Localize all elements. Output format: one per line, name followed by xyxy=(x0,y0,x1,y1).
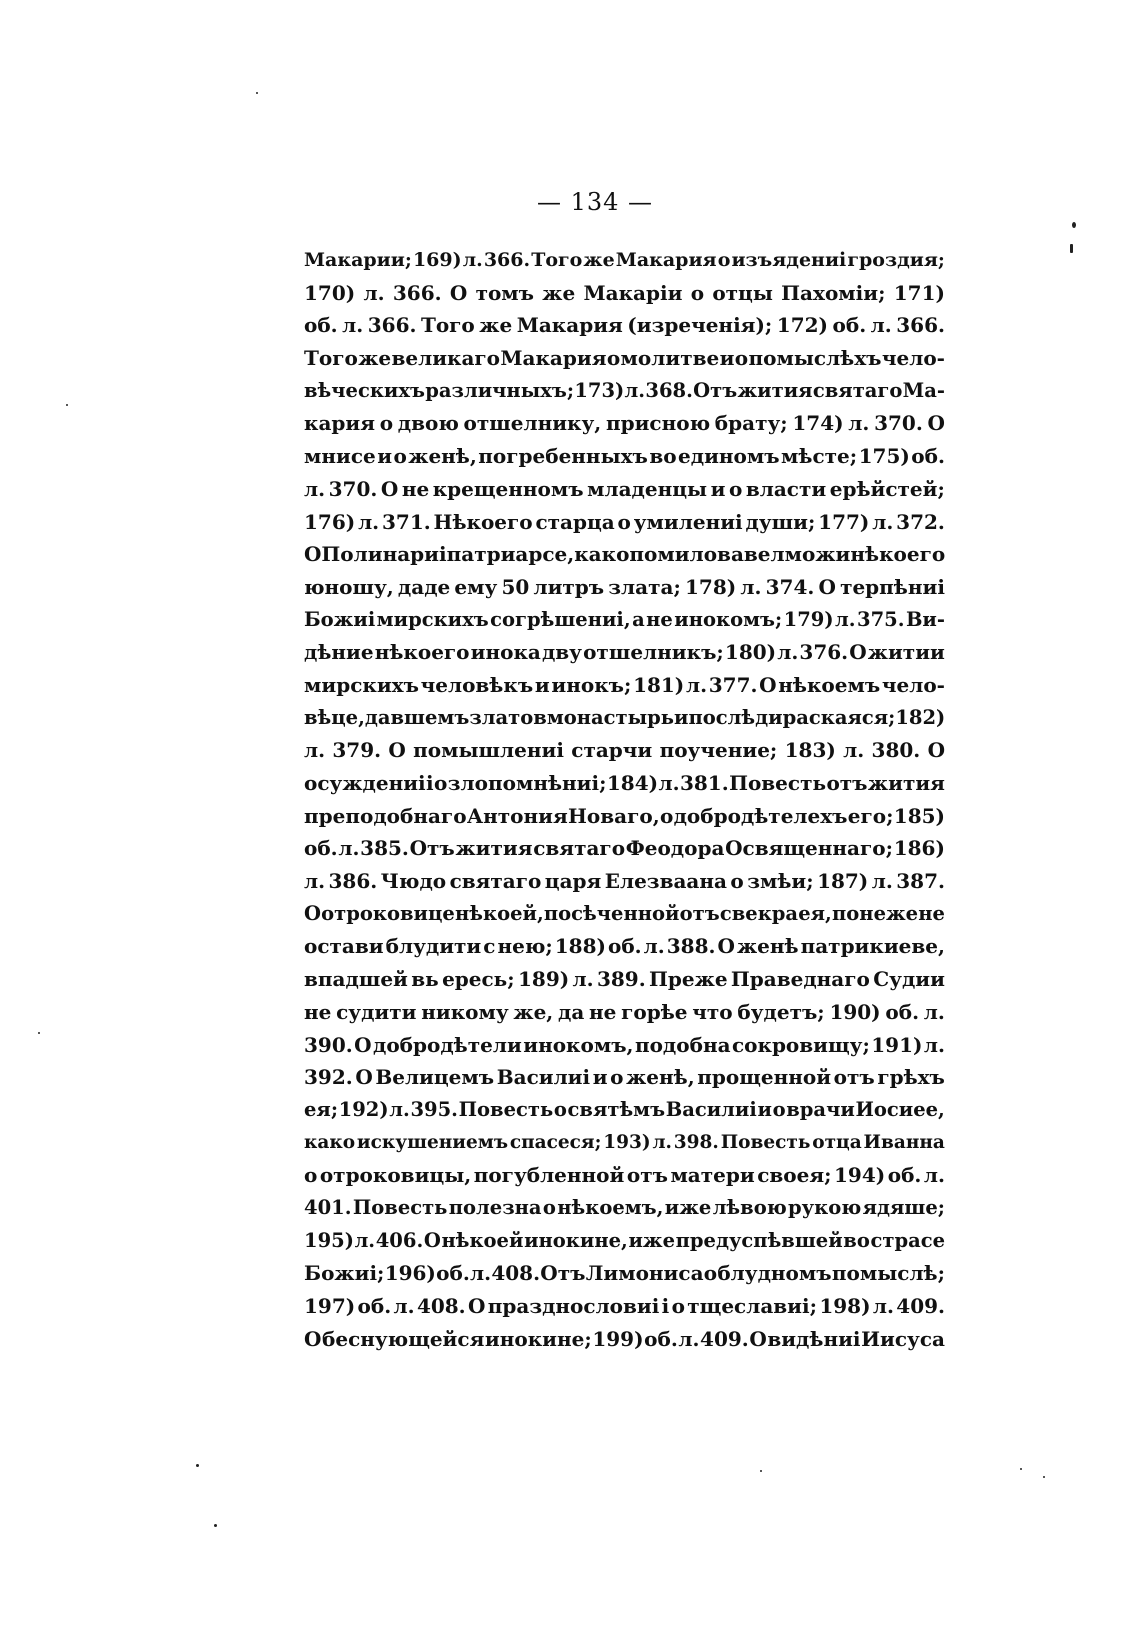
text-line: мнисе и о женѣ, погребенныхъ во единомъ мѣсте; 175) об. xyxy=(304,444,945,469)
text-line: об. л. 366. Того же Макария (изреченія); 172) об. л. 366. xyxy=(304,313,945,338)
scan-speck xyxy=(214,1524,217,1527)
scan-speck xyxy=(1043,1476,1045,1478)
text-line: Божиі мирскихъ согрѣшениі, а не инокомъ; 179) л. 375. Ви- xyxy=(304,607,945,631)
text-line: не судити никому же, да не горѣе что будетъ; 190) об. л. xyxy=(304,999,945,1024)
text-line: Того же великаго Макария о молитве и о помыслѣхъ чело- xyxy=(304,346,945,371)
scan-speck xyxy=(38,1032,40,1034)
text-line: вѣце, давшемъ злато в монастырь и послѣди раскаяся; 182) xyxy=(304,705,945,729)
text-line: 197) об. л. 408. О празднословиі і о тщеславиі; 198) л. 409. xyxy=(304,1294,945,1318)
scan-speck xyxy=(760,1470,762,1472)
text-line: ея; 192) л. 395. Повесть о святѣмъ Василиі и о врачи Иосиее, xyxy=(304,1097,945,1121)
text-line: л. 370. О не крещенномъ младенцы и о власти ерѣйстей; xyxy=(304,476,945,501)
text-line: преподобнаго Антония Новаго, о добродѣтелехъ его; 185) xyxy=(304,803,945,828)
text-line: кария о двою отшелнику, присною брату; 174) л. 370. О xyxy=(304,411,945,436)
text-line: дѣние нѣкоего инока дву отшелникъ; 180) л. 376. О житии xyxy=(304,640,945,665)
text-line: Макарии; 169) л. 366. Того же Макария о изъядениі гроздия; xyxy=(304,249,945,271)
text-line: мирскихъ человѣкъ и инокъ; 181) л. 377. О нѣкоемъ чело- xyxy=(304,672,945,697)
scan-speck xyxy=(1070,244,1073,253)
text-line: О отроковице нѣкоей, посѣченной отъ свекра ея, понеже не xyxy=(304,901,945,925)
text-line: 170) л. 366. О томъ же Макаріи о отцы Пахоміи; 171) xyxy=(304,280,945,305)
text-line: 392. О Велицемъ Василиі и о женѣ, прощенной отъ грѣхъ xyxy=(304,1065,945,1090)
text-line: 195) л. 406. О нѣкоей инокине, иже предуспѣвшей во страсе xyxy=(304,1228,945,1252)
text-line: 176) л. 371. Нѣкоего старца о умилениі души; 177) л. 372. xyxy=(304,509,945,534)
main-text xyxy=(304,244,945,1355)
text-line: остави блудити с нею; 188) об. л. 388. О женѣ патрикиеве, xyxy=(304,934,945,959)
text-line: о отроковицы, погубленной отъ матери своея; 194) об. л. xyxy=(304,1163,945,1188)
text-line: юношу, даде ему 50 литръ злата; 178) л. 374. О терпѣниі xyxy=(304,574,945,599)
page-number: — 134 — xyxy=(536,188,654,216)
text-line: како искушениемъ спасеся; 193) л. 398. Повесть отца Иванна xyxy=(304,1131,945,1153)
text-line: 401. Повесть полезна о нѣкоемъ, иже лѣвою рукою ядяше; xyxy=(304,1195,945,1219)
scan-speck xyxy=(1020,1468,1022,1470)
text-line: вѣческихъ различныхъ; 173) л. 368. Отъ жития святаго Ма- xyxy=(304,378,945,402)
scan-speck xyxy=(66,404,68,406)
scan-speck xyxy=(1072,222,1076,228)
scan-speck xyxy=(256,92,258,94)
scan-speck xyxy=(196,1464,199,1467)
text-line: л. 379. О помышлениі старчи поучение; 183) л. 380. О xyxy=(304,738,945,763)
text-line: осуждениі і о злопомнѣниі; 184) л. 381. Повесть отъ жития xyxy=(304,771,945,795)
text-line: 390. О добродѣтели инокомъ, подобна сокровищу; 191) л. xyxy=(304,1032,945,1057)
text-line: Божиі; 196) об. л. 408. Отъ Лимониса о блудномъ помыслѣ; xyxy=(304,1261,945,1286)
text-line: впадшей вь ересь; 189) л. 389. Преже Праведнаго Судии xyxy=(304,967,945,992)
text-line: О беснующейся инокине; 199) об. л. 409. О видѣниі Иисуса xyxy=(304,1326,945,1351)
text-line: л. 386. Чюдо святаго царя Елезваана о змѣи; 187) л. 387. xyxy=(304,869,945,894)
text-line: О Полинариі патриарсе, како помилова велможи нѣкоего xyxy=(304,542,945,567)
text-line: об. л. 385. Отъ жития святаго Феодора Освященнаго; 186) xyxy=(304,836,945,861)
